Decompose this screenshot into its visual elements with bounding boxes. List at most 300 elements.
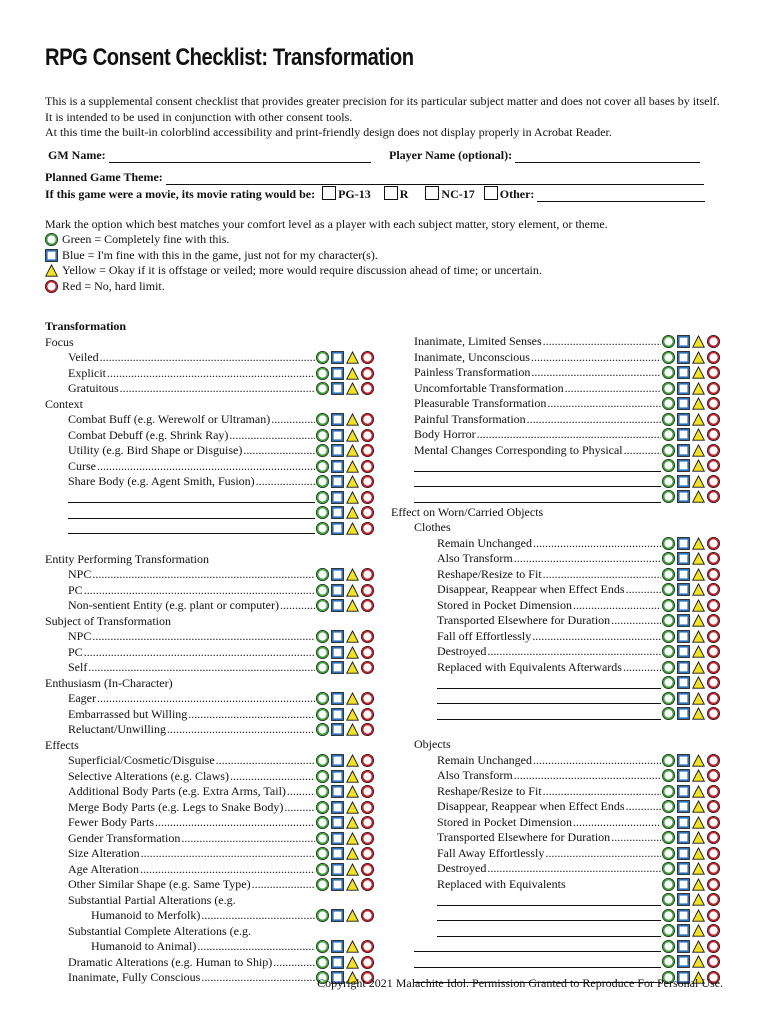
yellow-triangle-icon[interactable] (692, 413, 705, 426)
red-circle-icon[interactable] (707, 785, 720, 798)
custom-entry-field[interactable] (68, 491, 315, 503)
green-circle-icon[interactable] (316, 584, 329, 597)
green-circle-icon[interactable] (662, 661, 675, 674)
green-circle-icon[interactable] (316, 940, 329, 953)
yellow-triangle-icon[interactable] (346, 847, 359, 860)
red-circle-icon[interactable] (361, 491, 374, 504)
yellow-triangle-icon[interactable] (692, 537, 705, 550)
red-circle-icon[interactable] (707, 878, 720, 891)
rating-nc17-checkbox[interactable] (425, 186, 439, 200)
red-circle-icon[interactable] (707, 568, 720, 581)
red-circle-icon[interactable] (707, 645, 720, 658)
green-circle-icon[interactable] (316, 863, 329, 876)
yellow-triangle-icon[interactable] (346, 646, 359, 659)
rating-pg13-checkbox[interactable] (322, 186, 336, 200)
blue-square-icon[interactable] (677, 335, 690, 348)
yellow-triangle-icon[interactable] (692, 397, 705, 410)
red-circle-icon[interactable] (707, 459, 720, 472)
custom-entry-field[interactable] (414, 460, 661, 472)
red-circle-icon[interactable] (361, 506, 374, 519)
blue-square-icon[interactable] (331, 367, 344, 380)
yellow-triangle-icon[interactable] (346, 770, 359, 783)
blue-square-icon[interactable] (331, 940, 344, 953)
green-circle-icon[interactable] (316, 522, 329, 535)
yellow-triangle-icon[interactable] (692, 428, 705, 441)
red-circle-icon[interactable] (707, 382, 720, 395)
yellow-triangle-icon[interactable] (346, 506, 359, 519)
blue-square-icon[interactable] (331, 832, 344, 845)
green-circle-icon[interactable] (316, 599, 329, 612)
yellow-triangle-icon[interactable] (692, 630, 705, 643)
blue-square-icon[interactable] (331, 847, 344, 860)
yellow-triangle-icon[interactable] (692, 878, 705, 891)
green-circle-icon[interactable] (662, 599, 675, 612)
yellow-triangle-icon[interactable] (346, 708, 359, 721)
yellow-triangle-icon[interactable] (692, 382, 705, 395)
red-circle-icon[interactable] (707, 754, 720, 767)
green-circle-icon[interactable] (662, 490, 675, 503)
green-circle-icon[interactable] (316, 382, 329, 395)
green-circle-icon[interactable] (316, 723, 329, 736)
red-circle-icon[interactable] (361, 568, 374, 581)
green-circle-icon[interactable] (662, 862, 675, 875)
blue-square-icon[interactable] (331, 460, 344, 473)
square-blue-icon[interactable] (45, 249, 58, 262)
green-circle-icon[interactable] (316, 429, 329, 442)
red-circle-icon[interactable] (361, 413, 374, 426)
blue-square-icon[interactable] (331, 429, 344, 442)
yellow-triangle-icon[interactable] (692, 847, 705, 860)
green-circle-icon[interactable] (662, 924, 675, 937)
red-circle-icon[interactable] (361, 878, 374, 891)
red-circle-icon[interactable] (361, 847, 374, 860)
blue-square-icon[interactable] (677, 816, 690, 829)
red-circle-icon[interactable] (361, 832, 374, 845)
red-circle-icon[interactable] (361, 956, 374, 969)
blue-square-icon[interactable] (331, 801, 344, 814)
red-circle-icon[interactable] (707, 816, 720, 829)
green-circle-icon[interactable] (316, 491, 329, 504)
custom-entry-field[interactable] (437, 909, 661, 921)
blue-square-icon[interactable] (677, 862, 690, 875)
custom-entry-field[interactable] (414, 491, 661, 503)
red-circle-icon[interactable] (361, 475, 374, 488)
blue-square-icon[interactable] (331, 816, 344, 829)
yellow-triangle-icon[interactable] (692, 351, 705, 364)
custom-entry-field[interactable] (414, 940, 661, 952)
red-circle-icon[interactable] (707, 552, 720, 565)
green-circle-icon[interactable] (662, 366, 675, 379)
red-circle-icon[interactable] (707, 847, 720, 860)
yellow-triangle-icon[interactable] (692, 816, 705, 829)
blue-square-icon[interactable] (331, 661, 344, 674)
custom-entry-field[interactable] (414, 956, 661, 968)
blue-square-icon[interactable] (677, 940, 690, 953)
red-circle-icon[interactable] (707, 769, 720, 782)
blue-square-icon[interactable] (331, 630, 344, 643)
red-circle-icon[interactable] (707, 599, 720, 612)
yellow-triangle-icon[interactable] (692, 661, 705, 674)
yellow-triangle-icon[interactable] (692, 924, 705, 937)
blue-square-icon[interactable] (677, 769, 690, 782)
yellow-triangle-icon[interactable] (692, 893, 705, 906)
red-circle-icon[interactable] (707, 475, 720, 488)
green-circle-icon[interactable] (662, 630, 675, 643)
red-circle-icon[interactable] (707, 428, 720, 441)
red-circle-icon[interactable] (361, 723, 374, 736)
blue-square-icon[interactable] (677, 692, 690, 705)
yellow-triangle-icon[interactable] (346, 351, 359, 364)
blue-square-icon[interactable] (677, 630, 690, 643)
red-circle-icon[interactable] (707, 692, 720, 705)
green-circle-icon[interactable] (316, 816, 329, 829)
green-circle-icon[interactable] (316, 460, 329, 473)
green-circle-icon[interactable] (316, 832, 329, 845)
green-circle-icon[interactable] (662, 816, 675, 829)
red-circle-icon[interactable] (707, 800, 720, 813)
green-circle-icon[interactable] (316, 785, 329, 798)
green-circle-icon[interactable] (662, 955, 675, 968)
planned-theme-field[interactable] (166, 172, 704, 185)
yellow-triangle-icon[interactable] (346, 801, 359, 814)
green-circle-icon[interactable] (316, 646, 329, 659)
red-circle-icon[interactable] (707, 893, 720, 906)
yellow-triangle-icon[interactable] (692, 940, 705, 953)
blue-square-icon[interactable] (677, 831, 690, 844)
red-circle-icon[interactable] (707, 351, 720, 364)
blue-square-icon[interactable] (331, 723, 344, 736)
custom-entry-field[interactable] (68, 507, 315, 519)
red-circle-icon[interactable] (361, 460, 374, 473)
green-circle-icon[interactable] (662, 459, 675, 472)
yellow-triangle-icon[interactable] (346, 723, 359, 736)
red-circle-icon[interactable] (361, 909, 374, 922)
green-circle-icon[interactable] (662, 614, 675, 627)
blue-square-icon[interactable] (677, 413, 690, 426)
blue-square-icon[interactable] (331, 754, 344, 767)
yellow-triangle-icon[interactable] (692, 800, 705, 813)
blue-square-icon[interactable] (331, 708, 344, 721)
red-circle-icon[interactable] (707, 707, 720, 720)
custom-entry-field[interactable] (414, 475, 661, 487)
yellow-triangle-icon[interactable] (692, 785, 705, 798)
red-circle-icon[interactable] (361, 351, 374, 364)
blue-square-icon[interactable] (331, 909, 344, 922)
blue-square-icon[interactable] (331, 568, 344, 581)
green-circle-icon[interactable] (316, 770, 329, 783)
custom-entry-field[interactable] (437, 925, 661, 937)
blue-square-icon[interactable] (677, 955, 690, 968)
yellow-triangle-icon[interactable] (346, 475, 359, 488)
red-circle-icon[interactable] (707, 862, 720, 875)
blue-square-icon[interactable] (677, 475, 690, 488)
green-circle-icon[interactable] (316, 475, 329, 488)
red-circle-icon[interactable] (707, 444, 720, 457)
red-circle-icon[interactable] (707, 661, 720, 674)
green-circle-icon[interactable] (662, 428, 675, 441)
circle-red-icon[interactable] (45, 280, 58, 293)
blue-square-icon[interactable] (677, 661, 690, 674)
green-circle-icon[interactable] (316, 630, 329, 643)
green-circle-icon[interactable] (316, 568, 329, 581)
green-circle-icon[interactable] (662, 878, 675, 891)
blue-square-icon[interactable] (677, 568, 690, 581)
red-circle-icon[interactable] (361, 940, 374, 953)
red-circle-icon[interactable] (361, 444, 374, 457)
yellow-triangle-icon[interactable] (692, 366, 705, 379)
custom-entry-field[interactable] (437, 894, 661, 906)
custom-entry-field[interactable] (68, 522, 315, 534)
blue-square-icon[interactable] (331, 475, 344, 488)
custom-entry-field[interactable] (437, 708, 661, 720)
green-circle-icon[interactable] (662, 893, 675, 906)
blue-square-icon[interactable] (331, 646, 344, 659)
blue-square-icon[interactable] (677, 444, 690, 457)
blue-square-icon[interactable] (331, 351, 344, 364)
red-circle-icon[interactable] (707, 909, 720, 922)
green-circle-icon[interactable] (316, 847, 329, 860)
red-circle-icon[interactable] (707, 955, 720, 968)
red-circle-icon[interactable] (707, 397, 720, 410)
rating-r-checkbox[interactable] (384, 186, 398, 200)
yellow-triangle-icon[interactable] (346, 863, 359, 876)
triangle-yellow-icon[interactable] (45, 264, 58, 277)
red-circle-icon[interactable] (361, 708, 374, 721)
yellow-triangle-icon[interactable] (692, 459, 705, 472)
red-circle-icon[interactable] (361, 367, 374, 380)
yellow-triangle-icon[interactable] (692, 490, 705, 503)
blue-square-icon[interactable] (331, 878, 344, 891)
green-circle-icon[interactable] (316, 367, 329, 380)
yellow-triangle-icon[interactable] (346, 367, 359, 380)
red-circle-icon[interactable] (361, 661, 374, 674)
yellow-triangle-icon[interactable] (692, 599, 705, 612)
green-circle-icon[interactable] (662, 831, 675, 844)
red-circle-icon[interactable] (361, 816, 374, 829)
blue-square-icon[interactable] (331, 770, 344, 783)
green-circle-icon[interactable] (316, 956, 329, 969)
red-circle-icon[interactable] (707, 537, 720, 550)
blue-square-icon[interactable] (677, 847, 690, 860)
green-circle-icon[interactable] (316, 506, 329, 519)
yellow-triangle-icon[interactable] (346, 584, 359, 597)
rating-other-checkbox[interactable] (484, 186, 498, 200)
yellow-triangle-icon[interactable] (346, 940, 359, 953)
yellow-triangle-icon[interactable] (692, 335, 705, 348)
red-circle-icon[interactable] (707, 490, 720, 503)
green-circle-icon[interactable] (662, 800, 675, 813)
blue-square-icon[interactable] (331, 413, 344, 426)
green-circle-icon[interactable] (316, 909, 329, 922)
green-circle-icon[interactable] (316, 878, 329, 891)
green-circle-icon[interactable] (316, 661, 329, 674)
red-circle-icon[interactable] (361, 785, 374, 798)
green-circle-icon[interactable] (662, 335, 675, 348)
player-name-field[interactable] (515, 150, 700, 163)
blue-square-icon[interactable] (331, 956, 344, 969)
custom-entry-field[interactable] (437, 692, 661, 704)
red-circle-icon[interactable] (707, 630, 720, 643)
green-circle-icon[interactable] (662, 397, 675, 410)
yellow-triangle-icon[interactable] (346, 522, 359, 535)
red-circle-icon[interactable] (361, 522, 374, 535)
blue-square-icon[interactable] (331, 785, 344, 798)
red-circle-icon[interactable] (361, 646, 374, 659)
yellow-triangle-icon[interactable] (692, 909, 705, 922)
yellow-triangle-icon[interactable] (692, 676, 705, 689)
red-circle-icon[interactable] (361, 692, 374, 705)
green-circle-icon[interactable] (316, 708, 329, 721)
custom-entry-field[interactable] (437, 677, 661, 689)
yellow-triangle-icon[interactable] (692, 707, 705, 720)
red-circle-icon[interactable] (707, 583, 720, 596)
red-circle-icon[interactable] (361, 599, 374, 612)
blue-square-icon[interactable] (677, 537, 690, 550)
blue-square-icon[interactable] (677, 382, 690, 395)
green-circle-icon[interactable] (662, 754, 675, 767)
yellow-triangle-icon[interactable] (346, 956, 359, 969)
yellow-triangle-icon[interactable] (692, 552, 705, 565)
blue-square-icon[interactable] (677, 924, 690, 937)
blue-square-icon[interactable] (677, 909, 690, 922)
green-circle-icon[interactable] (662, 382, 675, 395)
green-circle-icon[interactable] (316, 801, 329, 814)
blue-square-icon[interactable] (331, 599, 344, 612)
red-circle-icon[interactable] (707, 831, 720, 844)
green-circle-icon[interactable] (662, 785, 675, 798)
yellow-triangle-icon[interactable] (692, 862, 705, 875)
green-circle-icon[interactable] (662, 692, 675, 705)
yellow-triangle-icon[interactable] (346, 661, 359, 674)
yellow-triangle-icon[interactable] (692, 692, 705, 705)
red-circle-icon[interactable] (707, 366, 720, 379)
red-circle-icon[interactable] (361, 863, 374, 876)
yellow-triangle-icon[interactable] (346, 491, 359, 504)
red-circle-icon[interactable] (361, 801, 374, 814)
circle-green-icon[interactable] (45, 233, 58, 246)
blue-square-icon[interactable] (677, 583, 690, 596)
blue-square-icon[interactable] (331, 444, 344, 457)
green-circle-icon[interactable] (662, 583, 675, 596)
blue-square-icon[interactable] (677, 676, 690, 689)
yellow-triangle-icon[interactable] (346, 909, 359, 922)
yellow-triangle-icon[interactable] (346, 832, 359, 845)
green-circle-icon[interactable] (662, 676, 675, 689)
red-circle-icon[interactable] (361, 429, 374, 442)
yellow-triangle-icon[interactable] (346, 413, 359, 426)
green-circle-icon[interactable] (662, 847, 675, 860)
blue-square-icon[interactable] (677, 599, 690, 612)
rating-other-field[interactable] (537, 189, 705, 202)
red-circle-icon[interactable] (707, 676, 720, 689)
green-circle-icon[interactable] (316, 351, 329, 364)
green-circle-icon[interactable] (662, 413, 675, 426)
green-circle-icon[interactable] (662, 552, 675, 565)
green-circle-icon[interactable] (316, 692, 329, 705)
blue-square-icon[interactable] (677, 754, 690, 767)
yellow-triangle-icon[interactable] (692, 754, 705, 767)
yellow-triangle-icon[interactable] (692, 614, 705, 627)
red-circle-icon[interactable] (707, 335, 720, 348)
yellow-triangle-icon[interactable] (346, 816, 359, 829)
blue-square-icon[interactable] (677, 459, 690, 472)
green-circle-icon[interactable] (662, 475, 675, 488)
yellow-triangle-icon[interactable] (346, 568, 359, 581)
blue-square-icon[interactable] (677, 366, 690, 379)
blue-square-icon[interactable] (331, 863, 344, 876)
green-circle-icon[interactable] (662, 645, 675, 658)
blue-square-icon[interactable] (677, 397, 690, 410)
red-circle-icon[interactable] (361, 754, 374, 767)
yellow-triangle-icon[interactable] (692, 475, 705, 488)
yellow-triangle-icon[interactable] (692, 444, 705, 457)
yellow-triangle-icon[interactable] (692, 955, 705, 968)
yellow-triangle-icon[interactable] (346, 785, 359, 798)
red-circle-icon[interactable] (361, 770, 374, 783)
green-circle-icon[interactable] (662, 940, 675, 953)
red-circle-icon[interactable] (361, 584, 374, 597)
green-circle-icon[interactable] (662, 568, 675, 581)
blue-square-icon[interactable] (677, 707, 690, 720)
green-circle-icon[interactable] (316, 754, 329, 767)
green-circle-icon[interactable] (662, 444, 675, 457)
red-circle-icon[interactable] (707, 413, 720, 426)
blue-square-icon[interactable] (677, 614, 690, 627)
red-circle-icon[interactable] (707, 614, 720, 627)
blue-square-icon[interactable] (677, 552, 690, 565)
blue-square-icon[interactable] (331, 522, 344, 535)
yellow-triangle-icon[interactable] (346, 630, 359, 643)
red-circle-icon[interactable] (361, 630, 374, 643)
blue-square-icon[interactable] (331, 692, 344, 705)
yellow-triangle-icon[interactable] (346, 692, 359, 705)
yellow-triangle-icon[interactable] (346, 460, 359, 473)
yellow-triangle-icon[interactable] (692, 583, 705, 596)
green-circle-icon[interactable] (662, 909, 675, 922)
gm-name-field[interactable] (109, 150, 371, 163)
blue-square-icon[interactable] (677, 490, 690, 503)
blue-square-icon[interactable] (677, 785, 690, 798)
yellow-triangle-icon[interactable] (346, 444, 359, 457)
blue-square-icon[interactable] (677, 878, 690, 891)
blue-square-icon[interactable] (331, 506, 344, 519)
green-circle-icon[interactable] (662, 351, 675, 364)
yellow-triangle-icon[interactable] (346, 429, 359, 442)
blue-square-icon[interactable] (677, 800, 690, 813)
blue-square-icon[interactable] (677, 893, 690, 906)
yellow-triangle-icon[interactable] (692, 769, 705, 782)
blue-square-icon[interactable] (331, 382, 344, 395)
yellow-triangle-icon[interactable] (692, 645, 705, 658)
blue-square-icon[interactable] (331, 584, 344, 597)
green-circle-icon[interactable] (662, 769, 675, 782)
blue-square-icon[interactable] (677, 351, 690, 364)
green-circle-icon[interactable] (316, 444, 329, 457)
blue-square-icon[interactable] (677, 645, 690, 658)
red-circle-icon[interactable] (707, 924, 720, 937)
blue-square-icon[interactable] (677, 428, 690, 441)
green-circle-icon[interactable] (662, 537, 675, 550)
yellow-triangle-icon[interactable] (346, 599, 359, 612)
yellow-triangle-icon[interactable] (692, 568, 705, 581)
yellow-triangle-icon[interactable] (346, 382, 359, 395)
red-circle-icon[interactable] (361, 382, 374, 395)
green-circle-icon[interactable] (662, 707, 675, 720)
yellow-triangle-icon[interactable] (346, 878, 359, 891)
yellow-triangle-icon[interactable] (692, 831, 705, 844)
red-circle-icon[interactable] (707, 940, 720, 953)
yellow-triangle-icon[interactable] (346, 754, 359, 767)
